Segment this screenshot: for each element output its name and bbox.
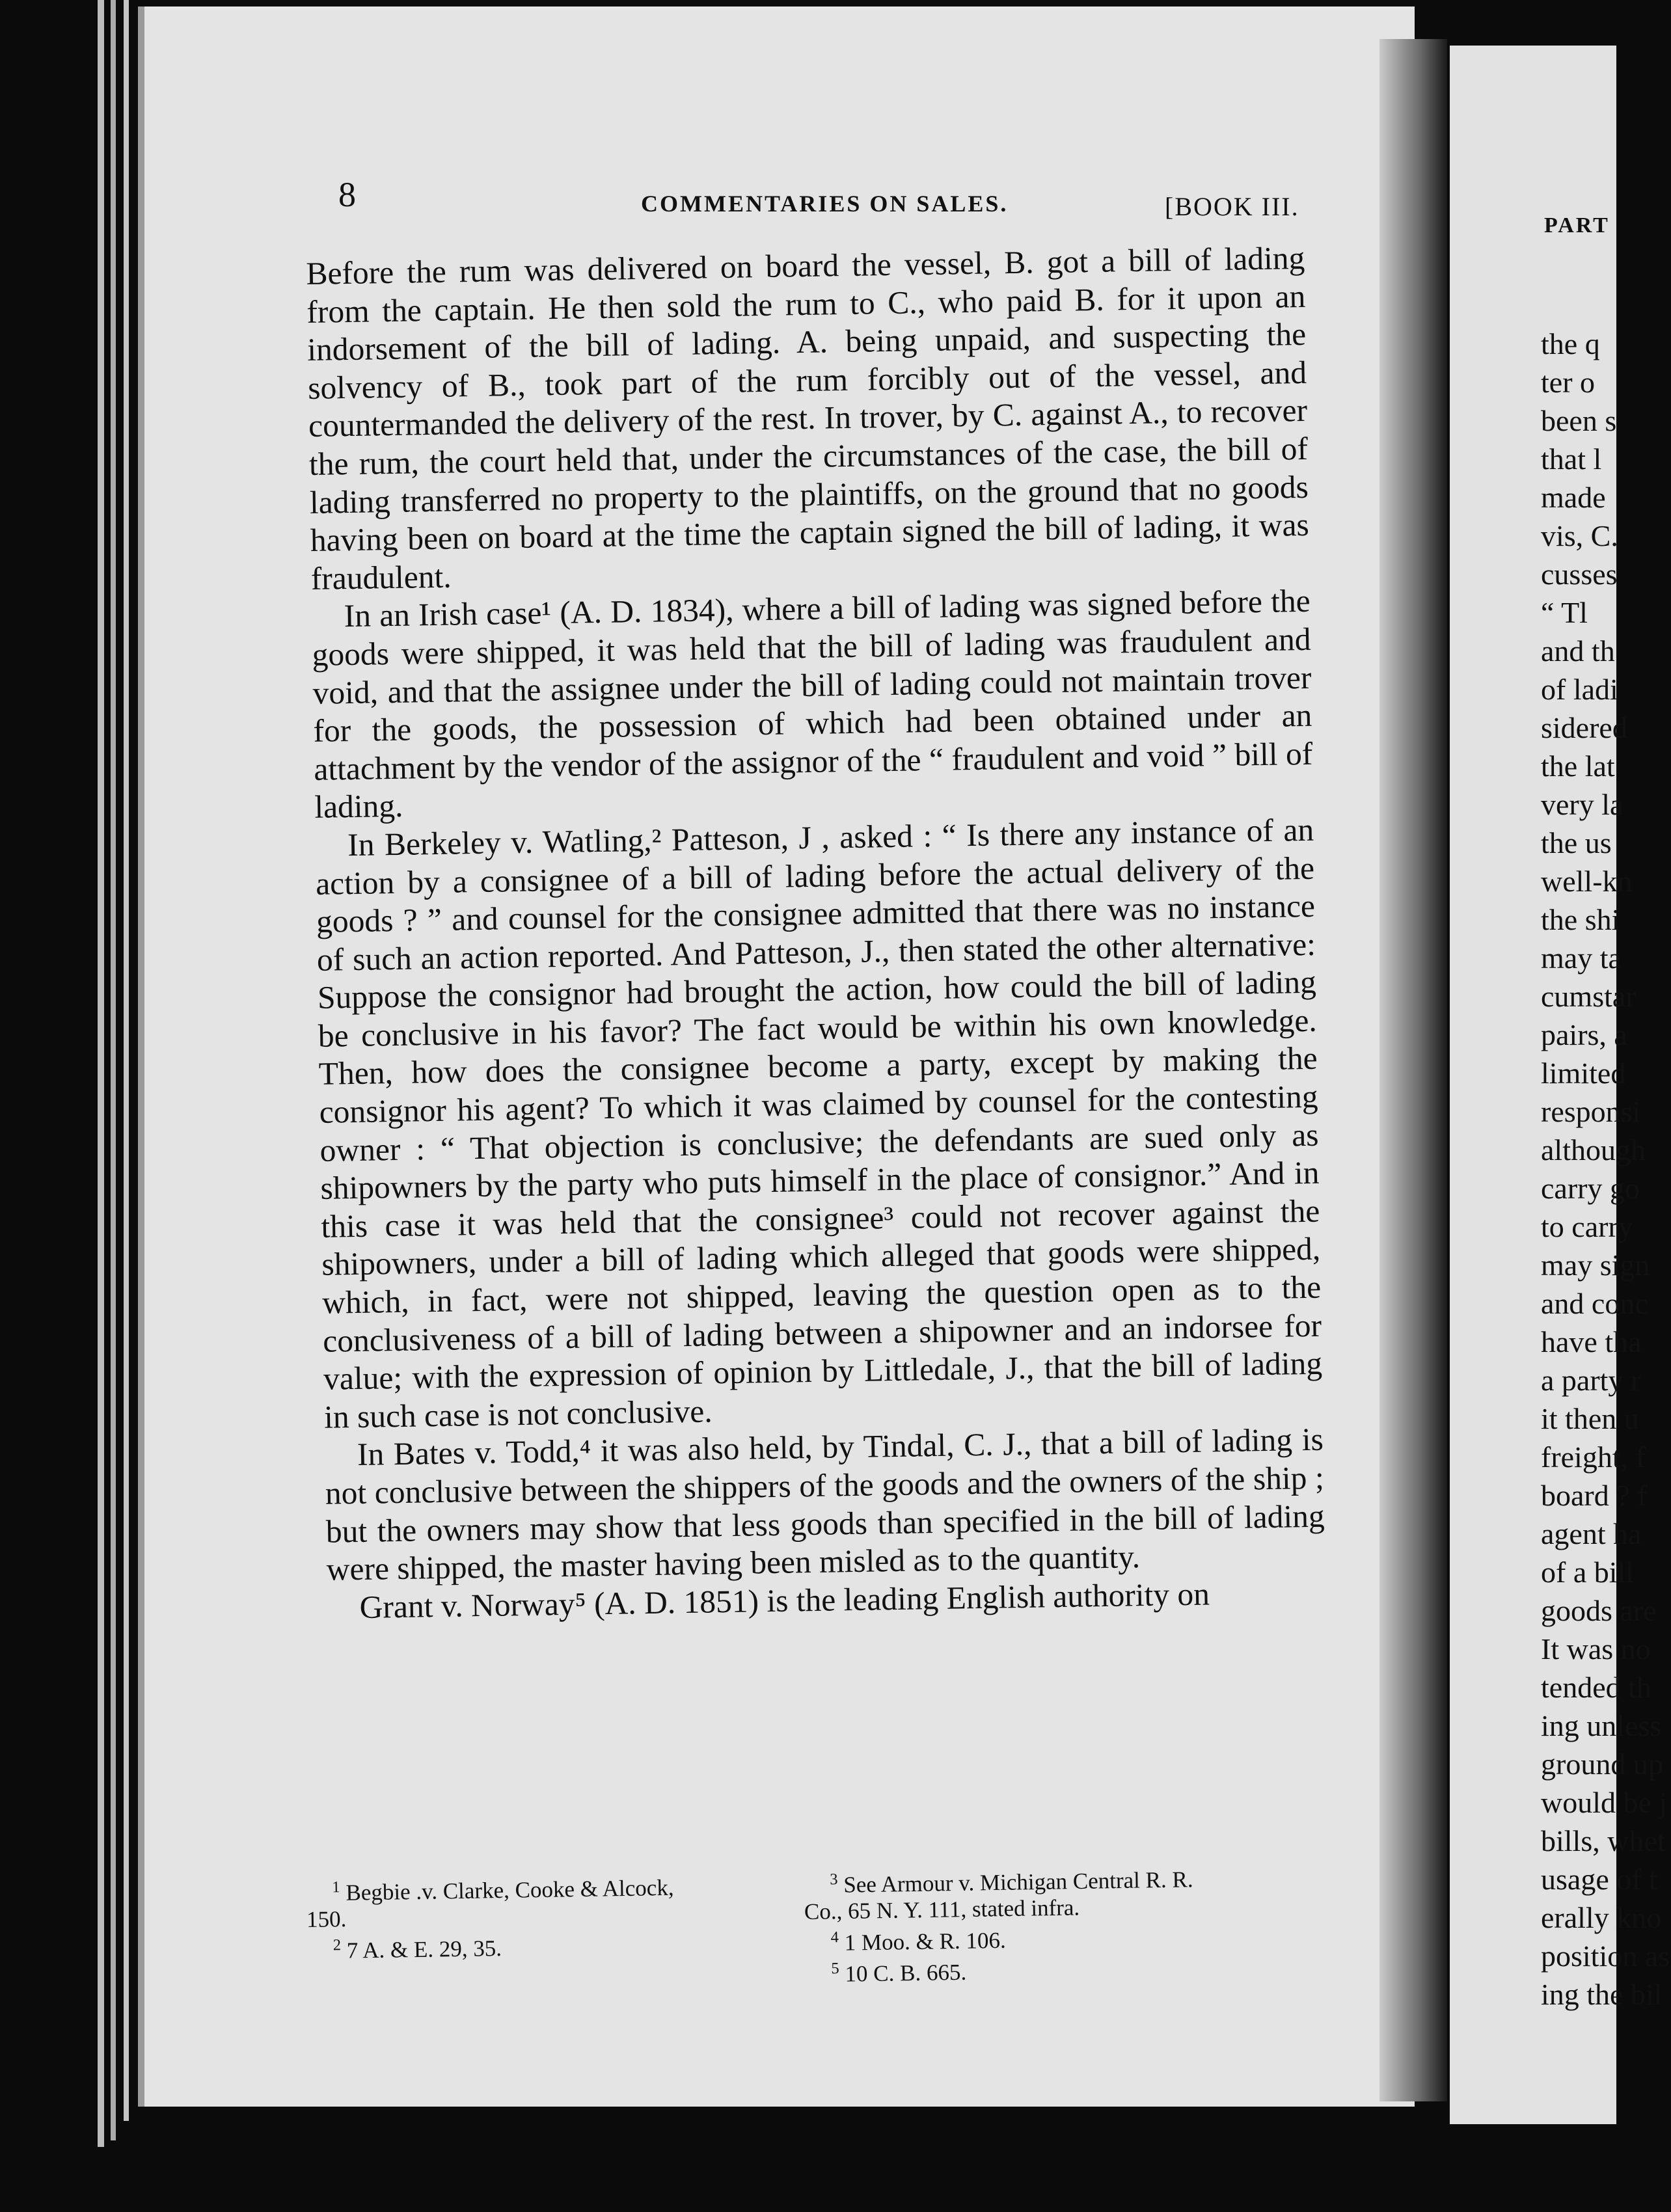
page-edge <box>98 0 104 2147</box>
right-page-line: ing the bil <box>1541 1978 1663 2011</box>
right-page-line: of ladi <box>1541 673 1618 706</box>
book-label: [BOOK III. <box>1165 192 1299 221</box>
right-page-line: board ? f <box>1541 1479 1648 1512</box>
right-page-line: would be j <box>1541 1786 1668 1819</box>
footnote-2: $^2$ 7 A. & E. 29, 35. <box>333 1935 502 1963</box>
right-page-line: very la <box>1541 788 1623 821</box>
footnote-text: 10 C. B. 665. <box>845 1960 967 1987</box>
right-page-line: the q <box>1541 327 1600 360</box>
footnote-text: Begbie .v. Clarke, Cooke & Alcock, <box>346 1874 674 1906</box>
paragraph: In Bates v. Todd,⁴ it was also held, by Tindal, C. J., that a bill of lading is not conclusive between the shippers of the goods and the owners of the ship ; but the owners may show that less goods than specified in the bill of lading were shipped, the master having been misled as to the quantity. <box>325 1422 1325 1587</box>
page-edge <box>124 0 129 2121</box>
right-page-line: bills, whet <box>1541 1824 1666 1857</box>
footnote-text: 7 A. & E. 29, 35. <box>346 1935 502 1963</box>
right-page-line: and th <box>1541 634 1615 668</box>
footnotes <box>306 1859 1296 1987</box>
right-running-header: PART <box>1544 213 1610 237</box>
right-page-line: pairs, a <box>1541 1018 1627 1051</box>
running-title: COMMENTARIES ON SALES. <box>641 191 1009 217</box>
right-page-line: sidered <box>1541 711 1627 744</box>
right-page-line: ground up <box>1541 1747 1663 1781</box>
body-text <box>306 239 1326 1627</box>
right-page-line: that l <box>1541 442 1602 476</box>
paragraph: In Berkeley v. Watling,² Patteson, J , asked : “ Is there any instance of an action by a consignee of a bill of lading before the actual delivery of the goods ? ” and counsel for the consignee admitted that there was no instance of such an action reported. And Patteson, J., then stated the other alternative: Suppose the consignor had brought the action, how could the bill of lading be conclusive in his favor? The fact would be within his own knowledge. Then, how does the consignee become a party, except by making the consignor his agent? To which it was claimed by counsel for the contesting owner : “ That objection is conclusive; the defendants are sued only as shipowners by the party who puts himself in the place of consignor.” And in this case it was held that the consignee³ could not recover against the shipowners, under a bill of lading which alleged that goods were shipped, which, in fact, were not shipped, leaving the question open as to the conclusiveness of a bill of lading between a shipowner and an indorsee for value; with the expression of opinion by Littledale, J., that the bill of lading in such case is not conclusive. <box>315 811 1323 1435</box>
right-page-line: vis, C. <box>1541 519 1618 552</box>
right-page-line: responsi <box>1541 1095 1641 1128</box>
footnote-4: $^4$ 1 Moo. & R. 106. <box>830 1927 1006 1956</box>
right-page-line: have tha <box>1541 1325 1642 1358</box>
footnote-text: See Armour v. Michigan Central R. R. <box>843 1867 1193 1898</box>
right-page-line: cumstar <box>1541 980 1636 1013</box>
right-page-line: usage of t <box>1541 1863 1657 1896</box>
right-page-line: although <box>1541 1133 1646 1167</box>
right-page-line: the shi <box>1541 903 1620 936</box>
page-edge <box>111 0 116 2140</box>
right-page-line: well-kn <box>1541 865 1633 898</box>
right-page-line: the us <box>1541 826 1612 859</box>
right-page-line: and conc <box>1541 1287 1648 1320</box>
gutter-shadow <box>1379 39 1447 2101</box>
right-page-line: tended th <box>1541 1671 1651 1704</box>
right-page <box>1450 46 1670 2124</box>
right-page-line: freight, f <box>1541 1440 1646 1474</box>
footnote-1-cont: 150. <box>306 1906 347 1932</box>
right-page-line: It was no <box>1541 1632 1651 1666</box>
right-page-line: position as <box>1541 1939 1670 1973</box>
footnote-1: $^1$ Begbie .v. Clarke, Cooke & Alcock, <box>332 1874 674 1906</box>
right-page-line: “ Tl <box>1541 596 1588 629</box>
right-page-line: may sign <box>1541 1248 1650 1282</box>
right-page-line: to carry <box>1541 1210 1633 1243</box>
right-page-line: carry go <box>1541 1172 1640 1205</box>
footnote-3: $^3$ See Armour v. Michigan Central R. R. <box>829 1867 1193 1898</box>
right-page-line: made <box>1541 481 1606 514</box>
right-page-line: cusses <box>1541 558 1618 591</box>
right-page-line: of a bill <box>1541 1556 1635 1589</box>
right-page-line: agent ha <box>1541 1517 1642 1550</box>
footnote-3-cont: Co., 65 N. Y. 111, stated infra. <box>804 1894 1080 1924</box>
right-page-line: a party r <box>1541 1364 1641 1397</box>
page-number: 8 <box>338 175 356 214</box>
right-page-line: been s <box>1541 404 1617 437</box>
footnote-column-left <box>306 1868 776 1965</box>
right-page-line: may ta <box>1541 941 1622 975</box>
right-page-line: ter o <box>1541 366 1596 399</box>
paragraph: Grant v. Norway⁵ (A. D. 1851) is the leading English authority on <box>359 1576 1210 1625</box>
footnote-text: 1 Moo. & R. 106. <box>844 1927 1006 1956</box>
right-page-line: it then u <box>1541 1402 1639 1435</box>
paragraph: In an Irish case¹ (A. D. 1834), where a bill of lading was signed before the goods were shipped, it was held that the bill of lading was fraudulent and void, and that the assignee under the bill of lading could not maintain trover for the goods, the possession of which had been obtained under an attachment by the vendor of the assignor of the “ fraudulent and void ” bill of lading. <box>312 583 1313 826</box>
right-page-line: goods are <box>1541 1594 1657 1627</box>
right-page-line: erally kno <box>1541 1901 1662 1934</box>
footnote-5: $^5$ 10 C. B. 665. <box>831 1960 967 1987</box>
paragraph: Before the rum was delivered on board the vessel, B. got a bill of lading from the captain. He then sold the rum to C., who paid B. for it upon an indorsement of the bill of lading. A. being unpaid, and suspecting the solvency of B., took part of the rum forcibly out of the vessel, and countermanded the delivery of the rest. In trover, by C. against A., to recover the rum, the court held that, under the circumstances of the case, the bill of lading transferred no property to the plaintiffs, on the ground that no goods having been on board at the time the captain signed the bill of lading, it was fraudulent. <box>306 239 1310 597</box>
right-page-line: limited <box>1541 1057 1626 1090</box>
right-page-line: ing unless <box>1541 1709 1662 1742</box>
right-page-line: the lat <box>1541 749 1615 783</box>
footnote-column-right <box>804 1859 1300 1988</box>
